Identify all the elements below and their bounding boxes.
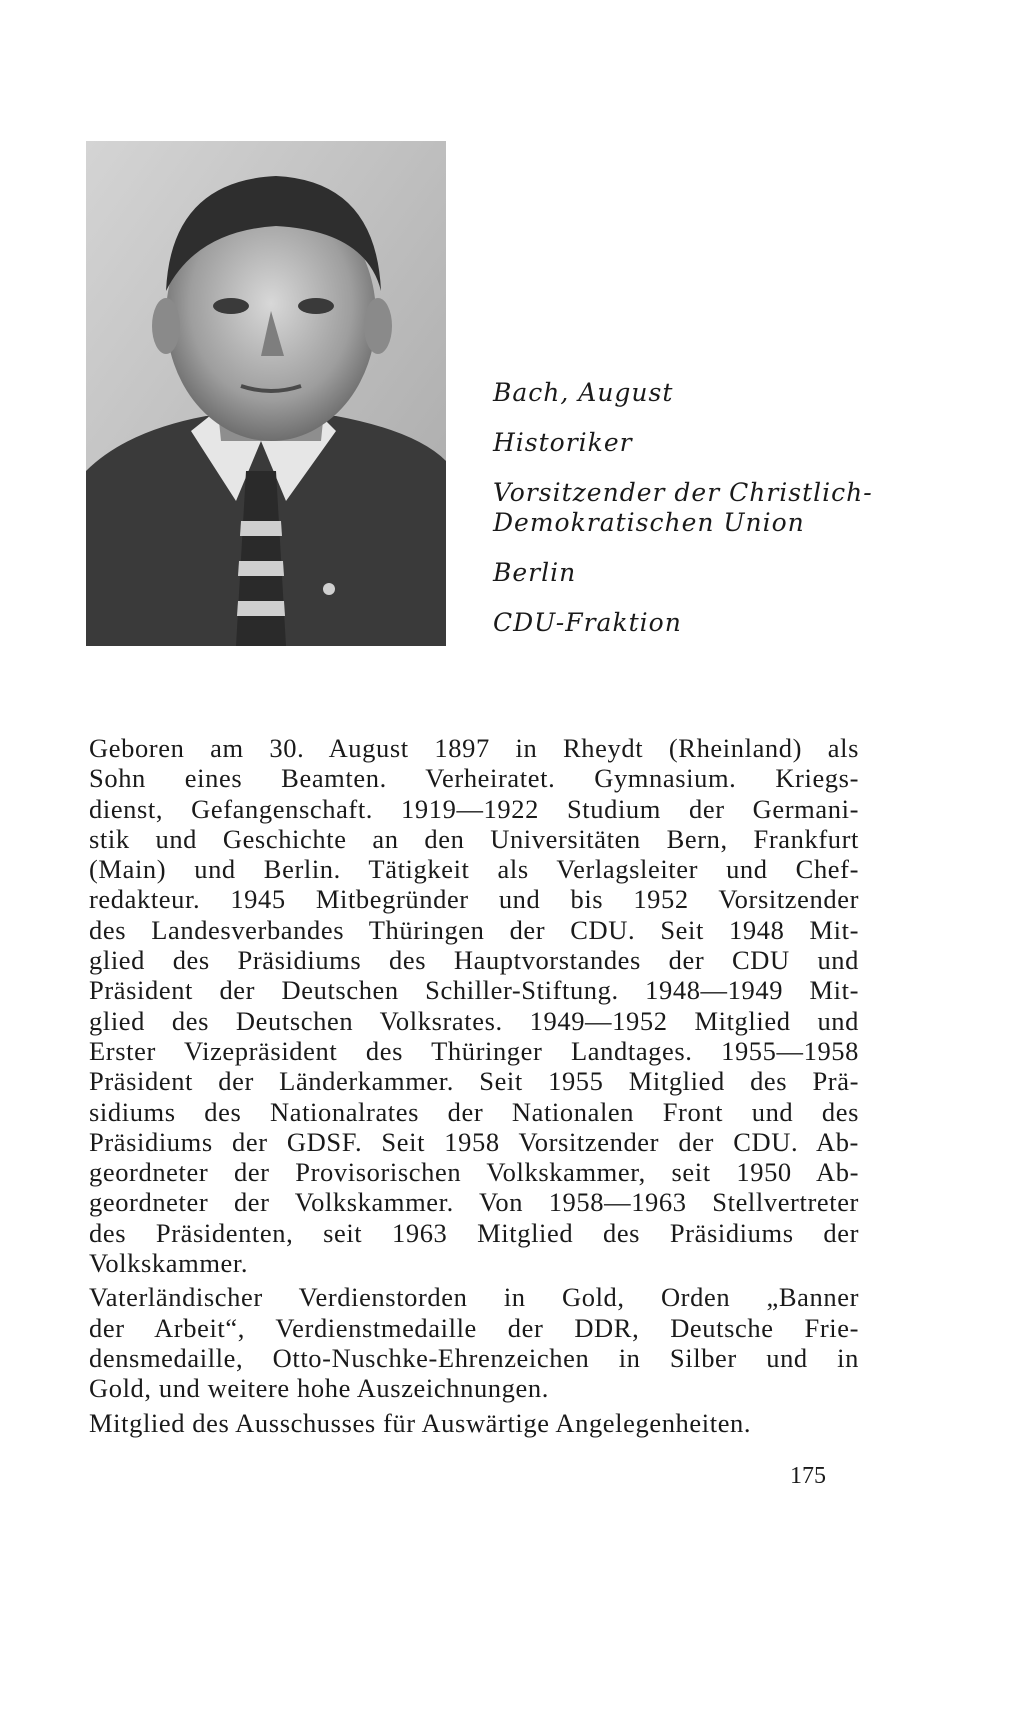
text-line: geordneter der Provisorischen Volkskammer, seit 1950 Ab- <box>89 1157 859 1188</box>
text-line: Erster Vizepräsident des Thüringer Landtages. 1955—1958 <box>89 1035 859 1066</box>
entry-faction: CDU-Fraktion <box>493 608 682 637</box>
text-line: des Präsidenten, seit 1963 Mitglied des Präsidiums der <box>89 1217 859 1248</box>
text-line: Vaterländischer Verdienstorden in Gold, Orden „Banner <box>89 1282 859 1313</box>
entry-profession: Historiker <box>493 428 633 457</box>
entry-name: Bach, August <box>493 378 674 407</box>
page-number: 175 <box>790 1463 826 1489</box>
portrait-photo <box>86 141 446 646</box>
text-line: Geboren am 30. August 1897 in Rheydt (Rheinland) als <box>89 733 859 763</box>
text-line: Volkskammer. <box>89 1248 249 1279</box>
text-line: des Landesverbandes Thüringen der CDU. Seit 1948 Mit- <box>89 914 859 945</box>
biography <box>89 733 859 1438</box>
entry-constituency: Berlin <box>493 558 577 587</box>
biography-paragraph-3 <box>89 1408 859 1438</box>
text-line: densmedaille, Otto-Nuschke-Ehrenzeichen in Silber und in <box>89 1342 859 1373</box>
entry-role-line: Demokratischen Union <box>493 508 805 537</box>
text-line: (Main) und Berlin. Tätigkeit als Verlagsleiter und Chef- <box>89 854 859 885</box>
text-line: glied des Präsidiums des Hauptvorstandes der CDU und <box>89 945 859 976</box>
text-line: glied des Deutschen Volksrates. 1949—1952 Mitglied und <box>89 1005 859 1036</box>
entry-role <box>493 478 913 538</box>
entry-role-line: Vorsitzender der Christlich- <box>493 478 873 507</box>
text-line: redakteur. 1945 Mitbegründer und bis 1952 Vorsitzender <box>89 884 859 915</box>
entry-header <box>493 378 913 658</box>
text-line: Mitglied des Ausschusses für Auswärtige Angelegenheiten. <box>89 1407 752 1438</box>
text-line: Gold, und weitere hohe Auszeichnungen. <box>89 1373 549 1404</box>
text-line: stik und Geschichte an den Universitäten Bern, Frankfurt <box>89 823 859 854</box>
text-line: sidiums des Nationalrates der Nationalen Front und des <box>89 1096 859 1127</box>
biography-paragraph-2 <box>89 1282 859 1403</box>
biography-paragraph-1 <box>89 733 859 1278</box>
text-line: Präsident der Länderkammer. Seit 1955 Mitglied des Prä- <box>89 1066 859 1097</box>
text-line: Präsidiums der GDSF. Seit 1958 Vorsitzender der CDU. Ab- <box>89 1126 859 1157</box>
text-line: Sohn eines Beamten. Verheiratet. Gymnasium. Kriegs- <box>89 763 859 794</box>
text-line: Präsident der Deutschen Schiller-Stiftung. 1948—1949 Mit- <box>89 975 859 1006</box>
text-line: der Arbeit“, Verdienstmedaille der DDR, Deutsche Frie- <box>89 1312 859 1343</box>
text-line: dienst, Gefangenschaft. 1919—1922 Studium der Germani- <box>89 793 859 824</box>
text-line: geordneter der Volkskammer. Von 1958—1963 Stellvertreter <box>89 1187 859 1218</box>
